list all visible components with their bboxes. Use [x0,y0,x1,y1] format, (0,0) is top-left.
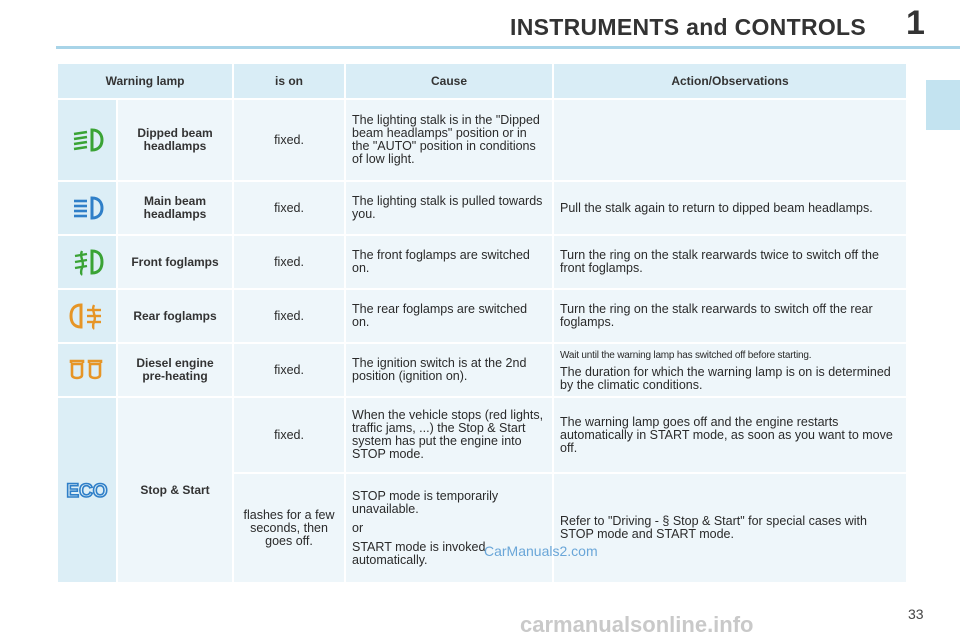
main-beam-icon [68,195,106,221]
table-row [58,398,906,472]
col-header-action: Action/Observations [554,64,906,98]
col-header-is-on: is on [234,64,344,98]
lamp-state: flashes for a few seconds, then goes off. [234,474,344,582]
table-row [58,100,906,180]
icon-cell [58,398,116,582]
lamp-state: fixed. [234,398,344,472]
table-row [58,290,906,342]
action-note: Wait until the warning lamp has switched off before starting. [560,349,812,361]
chapter-tab[interactable] [926,80,960,130]
cause-line: START mode is invoked automatically. [352,539,486,567]
lamp-cause: When the vehicle stops (red lights, traffic jams, ...) the Stop & Start system has put the engine into STOP mode. [346,398,552,472]
lamp-action: Turn the ring on the stalk rearwards twice to switch off the front foglamps. [554,236,906,288]
lamp-action: The warning lamp goes off and the engine restarts automatically in START mode, as soon as you want to move off. [554,398,906,472]
lamp-name: Front foglamps [118,236,232,288]
preheating-icon [68,358,106,382]
svg-text:ECO: ECO [66,481,108,502]
icon-cell [58,236,116,288]
table-header-row [58,64,906,98]
table-row [58,182,906,234]
lamp-cause: The ignition switch is at the 2nd position (ignition on). [346,344,552,396]
lamp-name: Dipped beam headlamps [118,100,232,180]
watermark: CarManuals2.com [484,543,598,559]
lamp-name: Diesel engine pre-heating [118,344,232,396]
page-number: 33 [908,606,924,622]
page-title: INSTRUMENTS and CONTROLS [510,14,867,40]
icon-cell [58,100,116,180]
lamp-action: Refer to "Driving - § Stop & Start" for special cases with STOP mode and START mode. [554,474,906,582]
icon-cell [58,182,116,234]
lamp-name: Rear foglamps [118,290,232,342]
lamp-cause [346,474,552,582]
lamp-state: fixed. [234,290,344,342]
cause-line: STOP mode is temporarily unavailable. [352,488,499,516]
action-text: The duration for which the warning lamp is on is determined by the climatic conditions. [560,364,891,392]
chapter-number: 1 [906,4,925,42]
lamp-name: Stop & Start [118,398,232,582]
dipped-beam-icon [68,127,106,153]
lamp-cause: The rear foglamps are switched on. [346,290,552,342]
header-divider [56,46,960,49]
lamp-action: Turn the ring on the stalk rearwards to switch off the rear foglamps. [554,290,906,342]
col-header-cause: Cause [346,64,552,98]
lamp-cause: The lighting stalk is in the "Dipped beam headlamps" position or in the "AUTO" position in conditions of low light. [346,100,552,180]
table-row [58,236,906,288]
warning-lamp-table [56,62,904,584]
lamp-state: fixed. [234,100,344,180]
col-header-warning-lamp: Warning lamp [58,64,232,98]
lamp-action [554,344,906,396]
lamp-name: Main beam headlamps [118,182,232,234]
lamp-state: fixed. [234,236,344,288]
lamp-action [554,100,906,180]
cause-line: or [352,520,364,535]
front-foglamp-icon [68,248,106,276]
icon-cell [58,344,116,396]
lamp-cause: The front foglamps are switched on. [346,236,552,288]
lamp-state: fixed. [234,182,344,234]
eco-icon [64,478,110,502]
lamp-state: fixed. [234,344,344,396]
table-row [58,344,906,396]
lamp-cause: The lighting stalk is pulled towards you. [346,182,552,234]
icon-cell [58,290,116,342]
lamp-action: Pull the stalk again to return to dipped beam headlamps. [554,182,906,234]
watermark-footer: carmanualsonline.info [520,612,754,637]
rear-foglamp-icon [68,302,106,330]
